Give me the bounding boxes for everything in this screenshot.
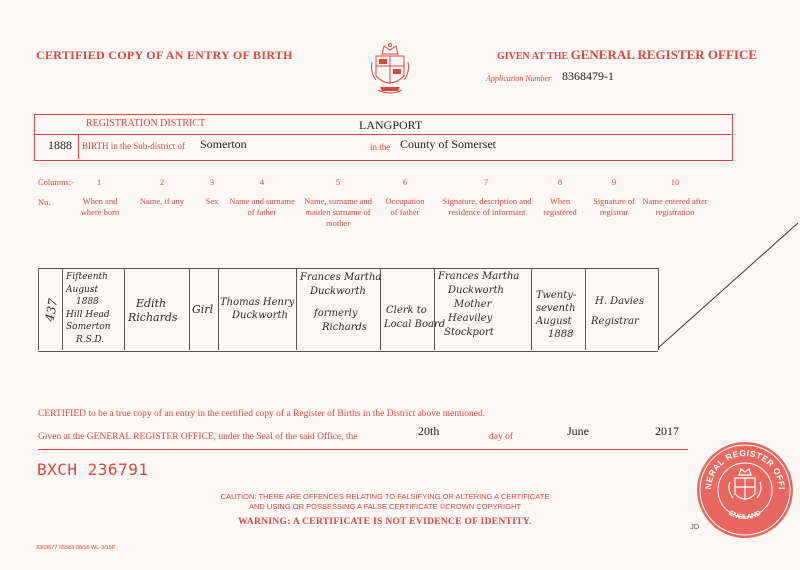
entry-registered-day1: Twenty- xyxy=(536,290,577,301)
entry-when-where xyxy=(66,271,111,346)
entry-registrar-title: Registrar xyxy=(591,316,639,327)
column-number: 10 xyxy=(670,177,680,187)
entry-registered-year: 1888 xyxy=(548,329,574,340)
given-at-prefix xyxy=(497,47,757,63)
heading-mother: Name, surname and maiden surname of mother xyxy=(304,196,372,228)
certified-statement: CERTIFIED to be a true copy of an entry in the certified copy of a Register of Births in the District above mentioned. xyxy=(38,409,486,419)
gro-title: GENERAL REGISTER OFFICE xyxy=(570,47,758,62)
entry-informant-surname: Duckworth xyxy=(448,285,504,296)
entry-registered xyxy=(536,289,576,341)
registration-year: 1888 xyxy=(48,138,72,152)
entry-forename: Edith xyxy=(136,297,167,310)
entry-registrar-signature: H. Davies xyxy=(595,296,644,307)
seal-outer-text: NERAL REGISTER OFFI xyxy=(702,447,788,491)
caution-line1: CAUTION: THERE ARE OFFENCES RELATING TO FALSIFYING OR ALTERING A CERTIFICATE xyxy=(220,492,550,501)
heading-sex: Sex xyxy=(205,196,219,206)
entry-informant-forenames: Frances Martha xyxy=(438,271,520,282)
entry-registered-day2: seventh xyxy=(536,303,576,314)
column-number: 9 xyxy=(611,177,617,187)
entry-informant xyxy=(438,270,519,340)
seal-bottom-text: ENGLAND xyxy=(727,509,763,522)
entry-occupation xyxy=(384,304,445,332)
entry-sex: Girl xyxy=(192,303,214,316)
heading-name-after: Name entered after registration xyxy=(642,196,708,217)
entry-occupation-line1: Clerk to xyxy=(386,305,427,316)
given-at-statement: Given at the GENERAL REGISTER OFFICE, under the Seal of the said Office, the xyxy=(38,432,358,442)
serial-number: BXCH 236791 xyxy=(37,460,149,479)
heading-registrar: Signature of registrar xyxy=(593,196,635,217)
svg-text:ENGLAND xyxy=(728,510,763,521)
entry-mother xyxy=(300,271,381,335)
royal-arms-icon xyxy=(368,42,412,102)
certificate-title: CERTIFIED COPY OF AN ENTRY OF BIRTH xyxy=(36,48,293,62)
entry-place: Hill Head xyxy=(66,309,110,320)
given-at-label: GIVEN AT THE xyxy=(497,51,569,62)
entry-place-district: R.S.D. xyxy=(76,334,105,345)
caution-block xyxy=(150,492,620,527)
entry-place-town: Somerton xyxy=(66,322,111,332)
application-number-label: Application Number xyxy=(486,74,552,83)
caution-line2: AND USING OR POSSESSING A FALSE CERTIFICATE ©CROWN COPYRIGHT xyxy=(249,502,521,511)
entry-father-forenames: Thomas Henry xyxy=(220,297,295,308)
entry-informant-town: Stockport xyxy=(444,327,494,338)
column-number: 5 xyxy=(335,177,341,187)
registration-district-value: LANGPORT xyxy=(359,118,423,132)
entry-informant-description: Mother xyxy=(454,299,492,310)
day-of-label: day of xyxy=(489,432,514,442)
column-number: 6 xyxy=(402,177,408,187)
registration-district-label: REGISTRATION DISTRICT xyxy=(86,118,206,129)
entry-date-year: 1888 xyxy=(76,297,99,307)
column-number: 1 xyxy=(96,177,102,187)
footer-code: 3369677 65583 08/16 WL-3/15P xyxy=(36,545,116,551)
heading-father: Name and surname of father xyxy=(229,196,295,217)
svg-text:GENERAL REGISTER OFFICE xyxy=(697,442,787,490)
column-number: 4 xyxy=(259,177,265,187)
county-value: County of Somerset xyxy=(400,137,496,151)
entry-date-day: Fifteenth xyxy=(66,272,108,282)
no-label: No. xyxy=(38,197,51,207)
heading-when-registered: When registered xyxy=(543,196,577,217)
seal-emblem-icon xyxy=(697,442,793,538)
entry-registrar xyxy=(591,292,644,332)
subdistrict-value: Somerton xyxy=(200,137,247,151)
entry-mother-formerly: formerly xyxy=(314,308,358,319)
identity-warning: WARNING: A CERTIFICATE IS NOT EVIDENCE OF IDENTITY. xyxy=(238,517,532,527)
heading-name: Name, if any xyxy=(139,196,185,206)
heading-when-where-born: When and where born xyxy=(80,196,120,217)
certificate-month: June xyxy=(567,424,589,438)
entry-occupation-line2: Local Board xyxy=(384,319,446,330)
column-number: 8 xyxy=(557,177,563,187)
column-number: 3 xyxy=(209,177,215,187)
entry-father-surname: Duckworth xyxy=(232,310,288,321)
columns-label: Columns:- xyxy=(38,177,74,187)
column-number: 7 xyxy=(483,177,489,187)
certificate-year: 2017 xyxy=(655,424,679,438)
clerk-initials: JD xyxy=(690,522,700,531)
entry-name xyxy=(128,297,178,325)
heading-occupation: Occupation of father xyxy=(385,196,425,217)
application-number: 8368479-1 xyxy=(562,69,614,83)
entry-mother-surname: Duckworth xyxy=(310,286,366,297)
entry-date-month: August xyxy=(66,284,99,295)
entry-father xyxy=(220,296,294,322)
in-the-label: in the xyxy=(370,142,391,152)
gro-seal xyxy=(697,442,793,538)
heading-informant: Signature, description and residence of informant xyxy=(442,196,532,217)
entry-informant-residence: Heaviley xyxy=(448,313,493,324)
entry-number: 437 xyxy=(42,297,61,323)
cancel-line xyxy=(650,215,800,355)
entry-registered-month: August xyxy=(536,316,572,327)
birth-subdistrict-label: BIRTH in the Sub-district of xyxy=(82,141,185,151)
entry-surname: Richards xyxy=(128,311,178,324)
entry-mother-maiden: Richards xyxy=(322,322,368,333)
entry-mother-forenames: Frances Martha xyxy=(300,272,382,283)
column-number: 2 xyxy=(159,177,165,187)
certificate-day: 20th xyxy=(418,424,440,438)
